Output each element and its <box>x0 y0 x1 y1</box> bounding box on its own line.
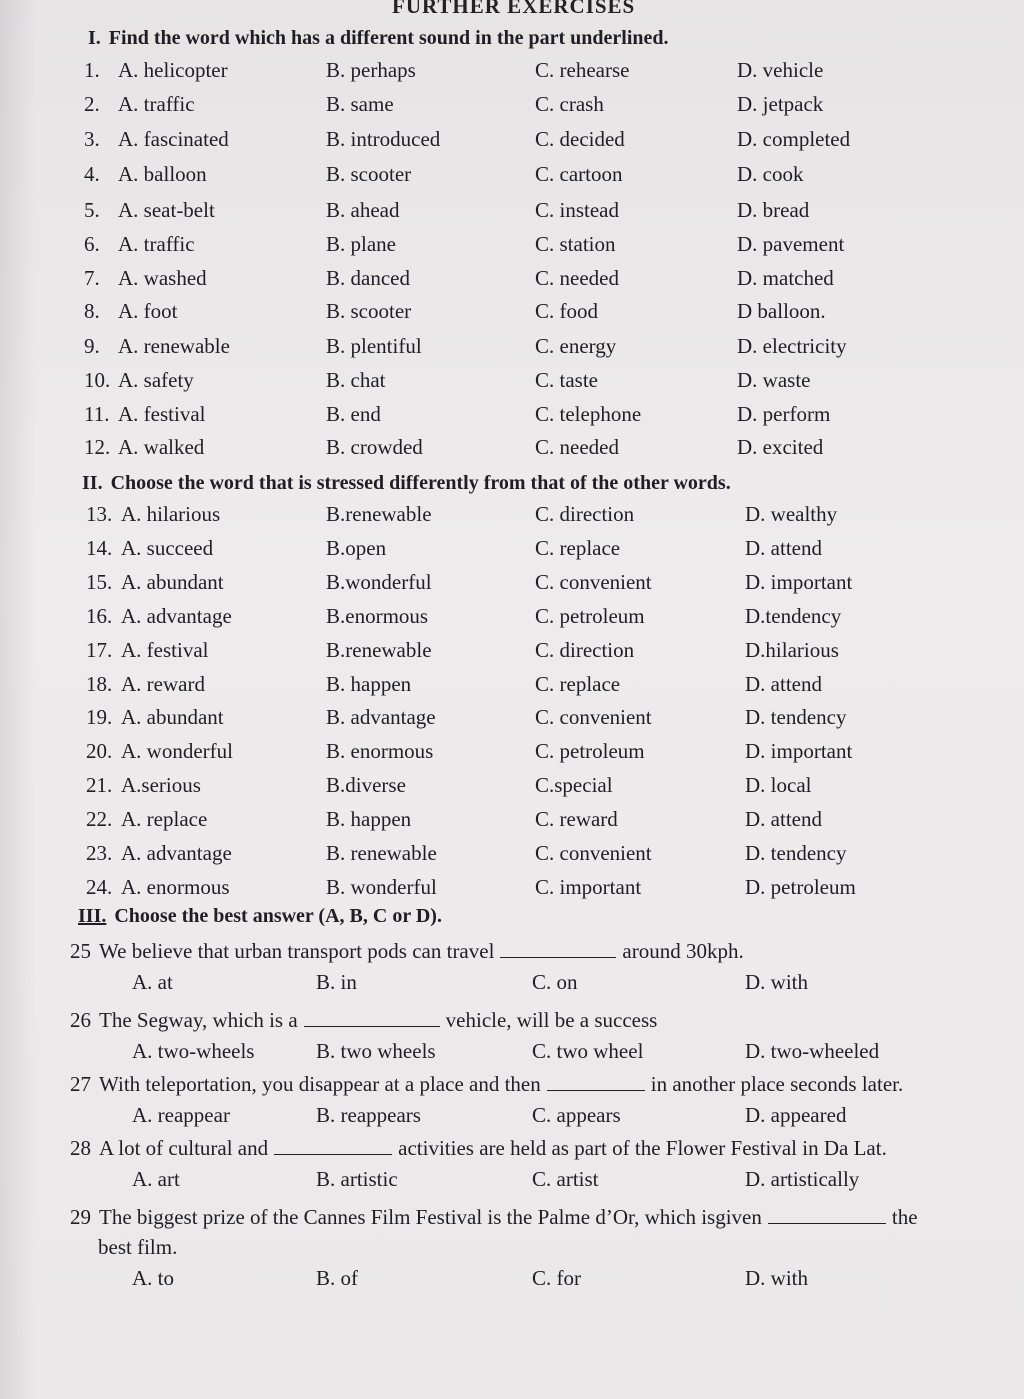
option-d: D.tendency <box>745 604 842 628</box>
option-d: D. with <box>745 970 808 994</box>
option-a: A. helicopter <box>118 58 228 82</box>
page-title: FURTHER EXERCISES <box>392 0 636 18</box>
option-a: A. hilarious <box>121 502 221 526</box>
option-c: C. direction <box>535 502 635 526</box>
option-c: C. important <box>535 875 642 899</box>
question-number: 1. <box>84 58 100 82</box>
option-c: C. petroleum <box>535 739 645 763</box>
option-d: D. completed <box>737 127 851 151</box>
question-row <box>0 162 1024 192</box>
question-row <box>0 705 1024 735</box>
option-a: A. walked <box>118 435 205 459</box>
option-b: B. wonderful <box>326 875 437 899</box>
question-number: 7. <box>84 266 100 290</box>
option-d: D. perform <box>737 402 831 426</box>
section-2-heading: II. Choose the word that is stressed differently from that of the other words. <box>82 472 731 494</box>
question-number: 22. <box>86 807 113 831</box>
question-stem-end: around 30kph. <box>622 939 744 963</box>
option-d: D. attend <box>745 807 822 831</box>
option-a: A. advantage <box>121 604 232 628</box>
option-d: D. important <box>745 570 853 594</box>
option-b: B. ahead <box>326 198 400 222</box>
option-d: D. excited <box>737 435 824 459</box>
option-a: A. renewable <box>118 334 230 358</box>
question-stem-end: activities are held as part of the Flower Festival in Da Lat. <box>398 1136 887 1160</box>
question-number: 16. <box>86 604 113 628</box>
question-number: 14. <box>86 536 113 560</box>
option-a: A. seat-belt <box>118 198 215 222</box>
option-a: A. art <box>132 1167 180 1191</box>
option-c: C. decided <box>535 127 625 151</box>
option-a: A. reward <box>121 672 205 696</box>
option-a: A. abundant <box>121 705 224 729</box>
question-row <box>0 875 1024 905</box>
option-a: A. wonderful <box>121 739 233 763</box>
section-1-heading: I. Find the word which has a different sound in the part underlined. <box>88 27 669 49</box>
option-d: D. matched <box>737 266 834 290</box>
question-row <box>0 92 1024 122</box>
option-c: C. needed <box>535 266 619 290</box>
option-d: D. bread <box>737 198 810 222</box>
question-number: 29 <box>70 1205 91 1229</box>
option-d: D. petroleum <box>745 875 856 899</box>
option-c: C. food <box>535 299 598 323</box>
option-a: A. festival <box>121 638 209 662</box>
question-row <box>0 334 1024 364</box>
question-row <box>0 402 1024 432</box>
option-b: B. crowded <box>326 435 423 459</box>
option-c: C. needed <box>535 435 619 459</box>
option-b: B. reappears <box>316 1103 421 1127</box>
option-b: B. chat <box>326 368 386 392</box>
question-text <box>70 1202 1010 1262</box>
option-a: A. replace <box>121 807 208 831</box>
option-c: C. crash <box>535 92 604 116</box>
option-c: C. station <box>535 232 616 256</box>
option-d: D. waste <box>737 368 811 392</box>
question-stem-end: the <box>891 1205 918 1229</box>
question-stem-continued: best film. <box>98 1235 178 1259</box>
question-stem: The biggest prize of the Cannes Film Festival is the Palme d’Or, which isgiven <box>99 1205 762 1229</box>
question-number: 28 <box>70 1136 91 1160</box>
question-number: 23. <box>86 841 113 865</box>
option-c: C. direction <box>535 638 635 662</box>
option-d: D. local <box>745 773 812 797</box>
option-a: A.serious <box>121 773 201 797</box>
option-c: C. replace <box>535 672 621 696</box>
option-c: C. replace <box>535 536 621 560</box>
option-c: C. appears <box>532 1103 621 1127</box>
question-row <box>0 739 1024 769</box>
question-number: 5. <box>84 198 100 222</box>
question-number: 2. <box>84 92 100 116</box>
option-d: D. tendency <box>745 841 847 865</box>
option-b: B. perhaps <box>326 58 416 82</box>
option-a: A. safety <box>118 368 194 392</box>
option-d: D. two-wheeled <box>745 1039 880 1063</box>
option-a: A. balloon <box>118 162 207 186</box>
question-number: 17. <box>86 638 113 662</box>
question-text <box>70 1133 1010 1163</box>
option-c: C. convenient <box>535 705 652 729</box>
option-b: B. happen <box>326 672 412 696</box>
answer-options <box>0 1103 1024 1133</box>
question-number: 15. <box>86 570 113 594</box>
option-b: B. artistic <box>316 1167 398 1191</box>
answer-options <box>0 1167 1024 1197</box>
option-c: C. convenient <box>535 841 652 865</box>
option-b: B. introduced <box>326 127 441 151</box>
option-b: B. plentiful <box>326 334 422 358</box>
option-c: C. energy <box>535 334 617 358</box>
option-c: C. instead <box>535 198 619 222</box>
question-row <box>0 672 1024 702</box>
option-d: D. attend <box>745 536 822 560</box>
option-d: D. pavement <box>737 232 845 256</box>
answer-options <box>0 970 1024 1000</box>
option-c: C. two wheel <box>532 1039 644 1063</box>
option-a: A. reappear <box>132 1103 230 1127</box>
option-d: D. tendency <box>745 705 847 729</box>
option-a: A. festival <box>118 402 206 426</box>
option-d: D balloon. <box>737 299 826 323</box>
question-row <box>0 266 1024 296</box>
question-number: 18. <box>86 672 113 696</box>
option-a: A. two-wheels <box>132 1039 255 1063</box>
answer-blank <box>274 1136 392 1155</box>
option-d: D. electricity <box>737 334 847 358</box>
option-d: D.hilarious <box>745 638 839 662</box>
option-a: A. foot <box>118 299 178 323</box>
option-a: A. succeed <box>121 536 214 560</box>
question-row <box>0 127 1024 157</box>
option-b: B.wonderful <box>326 570 432 594</box>
question-row <box>0 198 1024 228</box>
question-text <box>70 1005 1010 1035</box>
option-a: A. washed <box>118 266 207 290</box>
option-b: B. enormous <box>326 739 434 763</box>
section-3-heading: III. Choose the best answer (A, B, C or D). <box>78 905 442 927</box>
option-a: A. enormous <box>121 875 230 899</box>
option-b: B.renewable <box>326 638 432 662</box>
option-b: B. same <box>326 92 394 116</box>
option-c: C. taste <box>535 368 598 392</box>
question-row <box>0 502 1024 532</box>
question-number: 12. <box>84 435 111 459</box>
option-d: D. important <box>745 739 853 763</box>
option-d: D. jetpack <box>737 92 824 116</box>
option-a: A. abundant <box>121 570 224 594</box>
option-a: A. to <box>132 1266 174 1290</box>
question-row <box>0 58 1024 88</box>
option-c: C.special <box>535 773 613 797</box>
option-b: B.diverse <box>326 773 406 797</box>
option-d: D. attend <box>745 672 822 696</box>
option-c: C. convenient <box>535 570 652 594</box>
question-number: 3. <box>84 127 100 151</box>
question-number: 6. <box>84 232 100 256</box>
question-row <box>0 232 1024 262</box>
question-number: 20. <box>86 739 113 763</box>
option-b: B. renewable <box>326 841 437 865</box>
question-stem: We believe that urban transport pods can travel <box>99 939 495 963</box>
option-c: C. artist <box>532 1167 599 1191</box>
option-b: B. of <box>316 1266 358 1290</box>
question-number: 25 <box>70 939 91 963</box>
option-d: D. wealthy <box>745 502 838 526</box>
option-c: C. cartoon <box>535 162 623 186</box>
option-c: C. telephone <box>535 402 642 426</box>
option-c: C. petroleum <box>535 604 645 628</box>
question-text <box>70 936 1010 966</box>
option-c: C. on <box>532 970 578 994</box>
option-a: A. traffic <box>118 92 195 116</box>
answer-blank <box>547 1072 645 1091</box>
option-a: A. advantage <box>121 841 232 865</box>
option-c: C. reward <box>535 807 618 831</box>
question-number: 10. <box>84 368 111 392</box>
option-b: B. scooter <box>326 299 412 323</box>
question-number: 24. <box>86 875 113 899</box>
question-number: 19. <box>86 705 113 729</box>
question-row <box>0 638 1024 668</box>
option-b: B.open <box>326 536 387 560</box>
question-number: 27 <box>70 1072 91 1096</box>
question-number: 11. <box>84 402 110 426</box>
question-row <box>0 841 1024 871</box>
option-b: B. scooter <box>326 162 412 186</box>
answer-blank <box>500 939 616 958</box>
option-c: C. rehearse <box>535 58 630 82</box>
option-b: B. advantage <box>326 705 436 729</box>
question-number: 4. <box>84 162 100 186</box>
option-b: B. in <box>316 970 357 994</box>
option-d: D. artistically <box>745 1167 860 1191</box>
question-row <box>0 435 1024 465</box>
answer-options <box>0 1266 1024 1296</box>
question-number: 8. <box>84 299 100 323</box>
option-b: B. end <box>326 402 381 426</box>
option-d: D. cook <box>737 162 804 186</box>
question-row <box>0 773 1024 803</box>
option-d: D. with <box>745 1266 808 1290</box>
option-b: B.renewable <box>326 502 432 526</box>
question-stem: A lot of cultural and <box>99 1136 269 1160</box>
option-d: D. appeared <box>745 1103 847 1127</box>
answer-options <box>0 1039 1024 1069</box>
option-c: C. for <box>532 1266 581 1290</box>
question-stem-end: in another place seconds later. <box>650 1072 904 1096</box>
question-row <box>0 299 1024 329</box>
option-b: B. danced <box>326 266 410 290</box>
option-a: A. fascinated <box>118 127 229 151</box>
question-row <box>0 604 1024 634</box>
option-a: A. at <box>132 970 173 994</box>
question-stem: With teleportation, you disappear at a place and then <box>99 1072 541 1096</box>
question-stem-end: vehicle, will be a success <box>445 1008 658 1032</box>
question-stem: The Segway, which is a <box>99 1008 298 1032</box>
question-row <box>0 570 1024 600</box>
answer-blank <box>768 1205 886 1224</box>
option-b: B. happen <box>326 807 412 831</box>
question-number: 13. <box>86 502 113 526</box>
option-b: B.enormous <box>326 604 429 628</box>
question-row <box>0 536 1024 566</box>
answer-blank <box>304 1008 440 1027</box>
question-number: 26 <box>70 1008 91 1032</box>
question-number: 21. <box>86 773 113 797</box>
question-text <box>70 1069 1010 1099</box>
question-row <box>0 368 1024 398</box>
option-d: D. vehicle <box>737 58 824 82</box>
question-row <box>0 807 1024 837</box>
option-b: B. two wheels <box>316 1039 436 1063</box>
question-number: 9. <box>84 334 100 358</box>
option-b: B. plane <box>326 232 396 256</box>
option-a: A. traffic <box>118 232 195 256</box>
